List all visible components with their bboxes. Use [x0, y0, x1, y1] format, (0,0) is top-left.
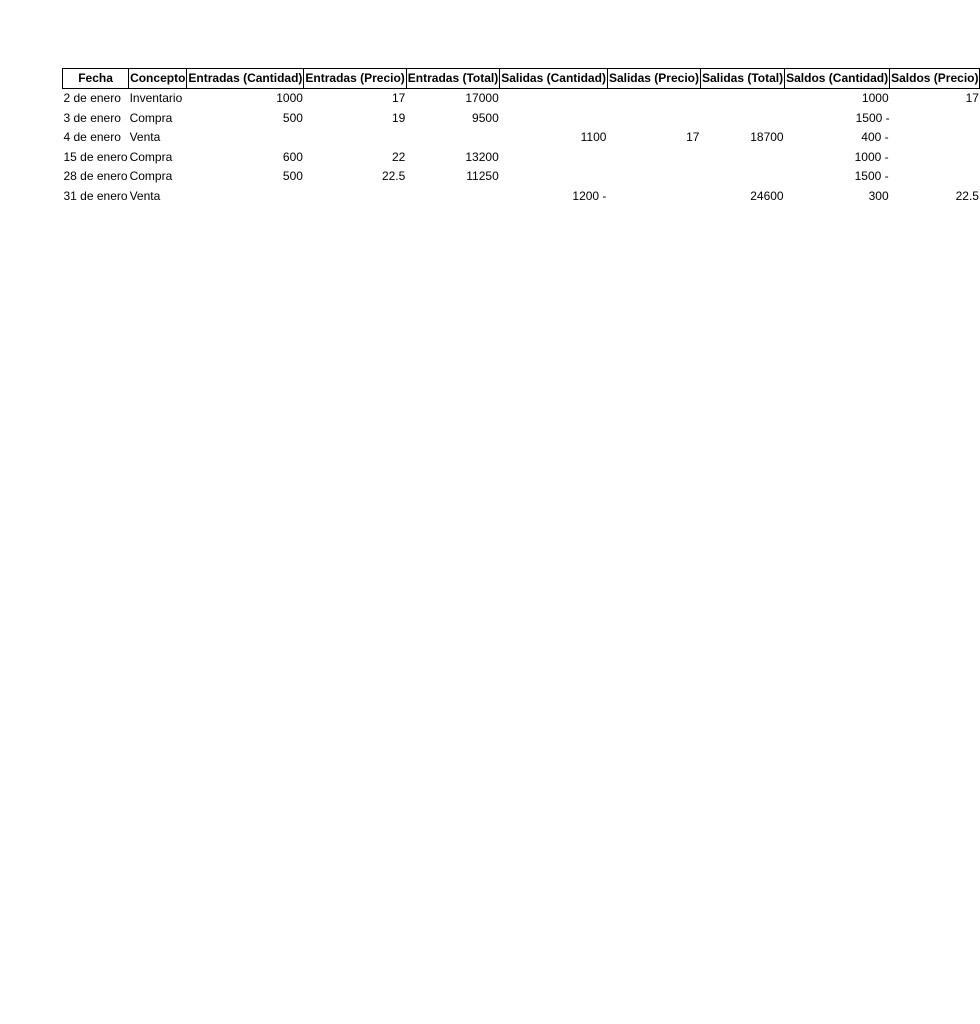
- cell-salidas-total[interactable]: [700, 167, 784, 187]
- header-entradas-cantidad[interactable]: Entradas (Cantidad): [187, 69, 304, 89]
- cell-salidas-cantidad[interactable]: [500, 89, 608, 109]
- cell-saldos-cantidad[interactable]: 1500 -: [855, 110, 890, 125]
- cell-entradas-cantidad[interactable]: 1000: [276, 91, 303, 105]
- cell-entradas-cantidad[interactable]: [187, 187, 304, 207]
- cell-salidas-precio[interactable]: 17: [686, 130, 700, 144]
- cell-concepto[interactable]: Compra: [129, 110, 173, 125]
- cell-saldos-precio[interactable]: [890, 128, 980, 148]
- cell-entradas-precio[interactable]: 19: [391, 110, 406, 125]
- cell-saldos-precio[interactable]: 17: [965, 91, 979, 105]
- cell-entradas-precio[interactable]: 22.5: [381, 169, 406, 183]
- cell-entradas-cantidad[interactable]: 500: [282, 110, 303, 125]
- cell-entradas-precio[interactable]: [304, 128, 406, 148]
- cell-saldos-cantidad[interactable]: 1000 -: [854, 149, 889, 164]
- cell-saldos-precio[interactable]: 22.5: [955, 188, 979, 203]
- cell-salidas-total[interactable]: 18700: [750, 130, 784, 144]
- cell-entradas-total[interactable]: 11250: [466, 169, 499, 183]
- table-row: [63, 109, 980, 129]
- cell-salidas-precio[interactable]: [607, 109, 700, 129]
- cell-salidas-cantidad[interactable]: [500, 148, 608, 168]
- cell-saldos-precio[interactable]: [890, 109, 980, 129]
- cell-saldos-precio[interactable]: [890, 167, 980, 187]
- cell-fecha[interactable]: 15 de enero: [63, 149, 128, 164]
- cell-fecha[interactable]: 28 de enero: [63, 169, 128, 183]
- cell-entradas-total[interactable]: [406, 187, 499, 207]
- cell-salidas-cantidad[interactable]: 1100: [580, 130, 607, 144]
- cell-fecha[interactable]: 31 de enero: [63, 188, 128, 203]
- header-salidas-precio[interactable]: Salidas (Precio): [607, 69, 700, 89]
- spreadsheet: [62, 68, 980, 206]
- cell-salidas-cantidad[interactable]: 1200 -: [572, 188, 607, 203]
- cell-salidas-precio[interactable]: [607, 89, 700, 109]
- header-row: [63, 69, 980, 89]
- cell-salidas-total[interactable]: [700, 109, 784, 129]
- cell-fecha[interactable]: 2 de enero: [63, 91, 121, 105]
- cell-saldos-cantidad[interactable]: 300: [868, 188, 889, 203]
- cell-entradas-total[interactable]: 13200: [465, 149, 499, 164]
- cell-concepto[interactable]: Venta: [129, 188, 161, 203]
- cell-entradas-precio[interactable]: [304, 187, 406, 207]
- cell-salidas-cantidad[interactable]: [500, 167, 608, 187]
- header-saldos-cantidad[interactable]: Saldos (Cantidad): [785, 69, 890, 89]
- cell-fecha[interactable]: 4 de enero: [63, 130, 121, 144]
- cell-concepto[interactable]: Compra: [129, 149, 173, 164]
- table-row: [63, 187, 980, 207]
- cell-saldos-cantidad[interactable]: 1500 -: [854, 169, 889, 183]
- cell-entradas-precio[interactable]: 22: [391, 149, 406, 164]
- cell-concepto[interactable]: Venta: [129, 130, 161, 144]
- cell-concepto[interactable]: Compra: [129, 169, 173, 183]
- table-row: [63, 148, 980, 168]
- header-entradas-total[interactable]: Entradas (Total): [406, 69, 499, 89]
- cell-salidas-total[interactable]: 24600: [750, 188, 784, 203]
- table-row: [63, 128, 980, 148]
- kardex-table: [62, 68, 980, 206]
- header-entradas-precio[interactable]: Entradas (Precio): [304, 69, 406, 89]
- cell-salidas-precio[interactable]: [607, 167, 700, 187]
- header-salidas-cantidad[interactable]: Salidas (Cantidad): [500, 69, 608, 89]
- header-salidas-total[interactable]: Salidas (Total): [700, 69, 784, 89]
- cell-saldos-cantidad[interactable]: 400 -: [861, 130, 889, 144]
- header-fecha[interactable]: Fecha: [63, 69, 129, 89]
- cell-salidas-cantidad[interactable]: [500, 109, 608, 129]
- cell-entradas-precio[interactable]: 17: [391, 91, 406, 105]
- cell-entradas-cantidad[interactable]: 500: [282, 169, 303, 183]
- cell-entradas-cantidad[interactable]: [187, 128, 304, 148]
- cell-saldos-cantidad[interactable]: 1000: [861, 91, 889, 105]
- table-row: [63, 89, 980, 109]
- cell-salidas-total[interactable]: [700, 89, 784, 109]
- header-saldos-precio[interactable]: Saldos (Precio): [890, 69, 980, 89]
- cell-salidas-total[interactable]: [700, 148, 784, 168]
- cell-concepto[interactable]: Inventario: [129, 91, 183, 105]
- cell-entradas-cantidad[interactable]: 600: [282, 149, 303, 164]
- cell-fecha[interactable]: 3 de enero: [63, 110, 121, 125]
- table-row: [63, 167, 980, 187]
- header-concepto[interactable]: Concepto: [129, 69, 187, 89]
- cell-entradas-total[interactable]: 9500: [472, 110, 499, 125]
- cell-entradas-total[interactable]: [406, 128, 499, 148]
- cell-saldos-precio[interactable]: [890, 148, 980, 168]
- cell-entradas-total[interactable]: 17000: [465, 91, 499, 105]
- cell-salidas-precio[interactable]: [607, 148, 700, 168]
- cell-salidas-precio[interactable]: [607, 187, 700, 207]
